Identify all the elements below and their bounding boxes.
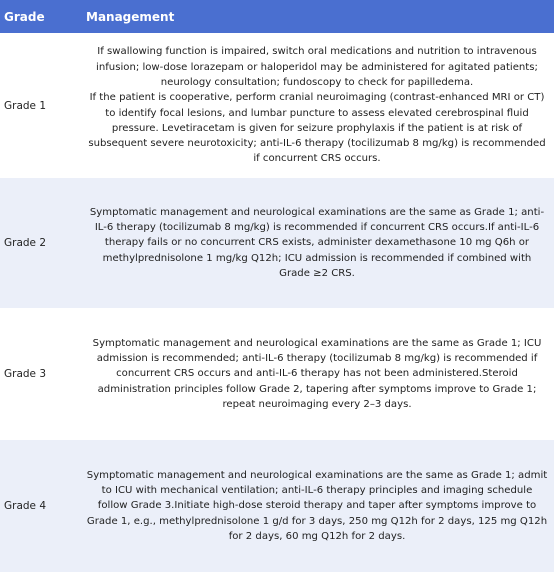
management-cell xyxy=(78,44,554,166)
grade-column-header: Grade xyxy=(4,9,45,24)
table-header xyxy=(0,0,554,33)
grade-cell: Grade 1 xyxy=(4,99,47,112)
table-row-grade-2 xyxy=(0,178,554,308)
management-column-header: Management xyxy=(86,9,175,24)
management-cell xyxy=(78,468,554,544)
management-cell xyxy=(78,205,554,281)
grade-cell: Grade 4 xyxy=(4,500,47,512)
table-row-grade-4 xyxy=(0,440,554,572)
management-cell xyxy=(78,336,554,412)
table-row-grade-3 xyxy=(0,308,554,440)
management-paragraph: If swallowing function is impaired, switch oral medications and nutrition to intravenous infusion; low-dose lorazepam or haloperidol may be administered for agitated patients; neurology consultation; fundoscopy to check for papilledema. xyxy=(96,46,538,88)
management-paragraph: Symptomatic management and neurological examinations are the same as Grade 1; ICU admission is recommended; anti-IL-6 therapy (tocilizumab 8 mg/kg) is recommended if concurrent CRS occurs and anti-IL-6 therapy has not been administered.Steroid administration principles follow Grade 2, tapering after symptoms improve to Grade 1; repeat neuroimaging every 2–3 days. xyxy=(92,337,542,410)
grade-cell: Grade 3 xyxy=(4,368,47,380)
management-paragraph: If the patient is cooperative, perform cranial neuroimaging (contrast-enhanced MRI or CT) to identify focal lesions, and lumbar puncture to assess elevated cerebrospinal fluid pressure. Levetiracetam is given for seizure prophylaxis if the patient is at risk of subsequent severe neurotoxicity; anti-IL-6 therapy (tocilizumab 8 mg/kg) is recommended if concurrent CRS occurs. xyxy=(88,92,546,165)
table-row-grade-1 xyxy=(0,33,554,178)
management-paragraph: Symptomatic management and neurological examinations are the same as Grade 1; admit to ICU with mechanical ventilation; anti-IL-6 therapy principles and imaging schedule follow Grade 3.Initiate high-dose steroid therapy and taper after symptoms improve to Grade 1, e.g., methylprednisolone 1 g/d for 3 days, 250 mg Q12h for 2 days, 125 mg Q12h for 2 days, 60 mg Q12h for 2 days. xyxy=(86,469,548,542)
grade-cell: Grade 2 xyxy=(4,237,47,249)
management-paragraph: Symptomatic management and neurological examinations are the same as Grade 1; anti-IL-6 therapy (tocilizumab 8 mg/kg) is recommended if concurrent CRS occurs.If anti-IL-6 therapy fails or no concurrent CRS exists, administer dexamethasone 10 mg Q6h or methylprednisolone 1 mg/kg Q12h; ICU admission is recommended if combined with Grade ≥2 CRS. xyxy=(89,206,545,279)
